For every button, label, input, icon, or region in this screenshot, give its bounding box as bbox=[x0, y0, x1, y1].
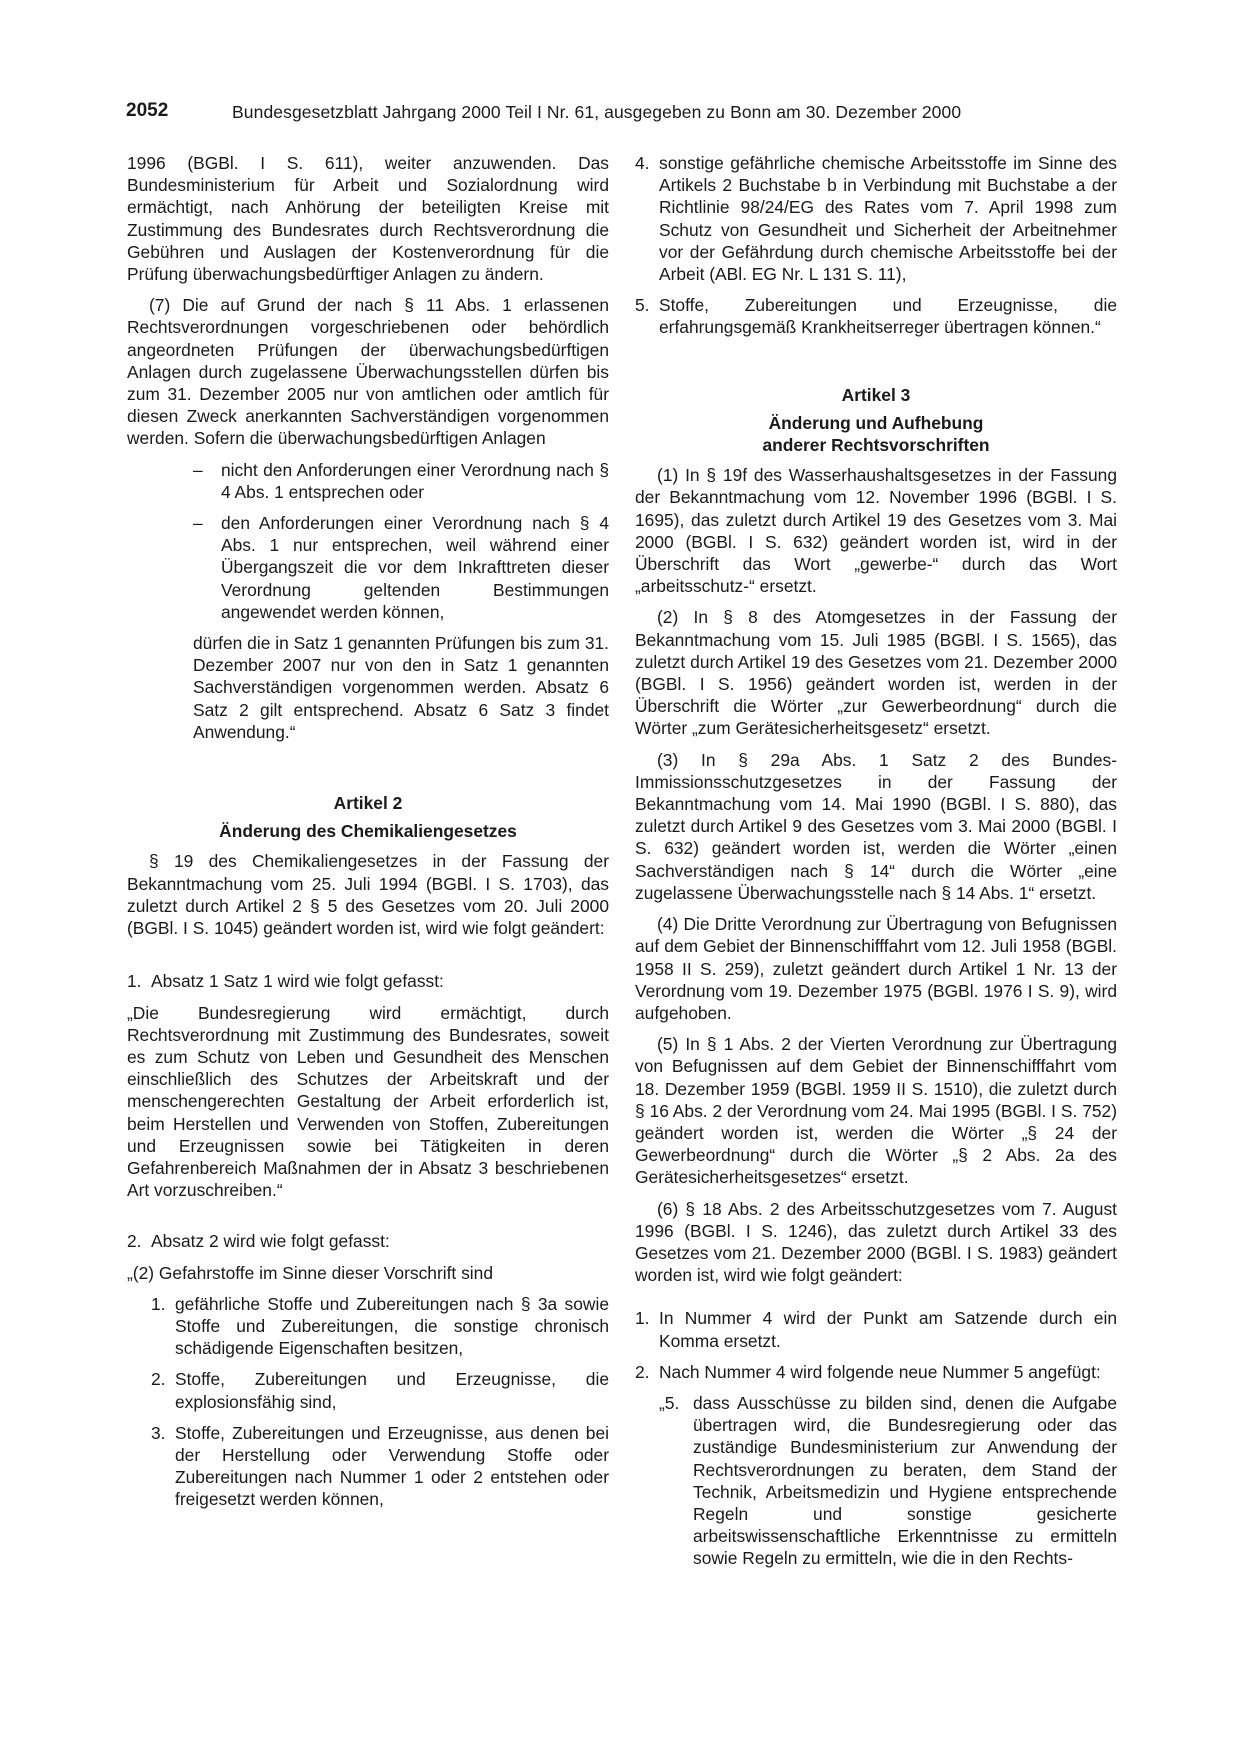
quote-paragraph: „Die Bundesregierung wird ermächtigt, durch Rechtsverordnung mit Zustimmung des Bundesrates, soweit es zum Schutz von Leben und Gesundheit des Menschen einschließlich des Schutzes der Arbeitskraft und der menschengerechten Gestaltung der Arbeit erforderlich ist, beim Herstellen und Verwenden von Stoffen, Zubereitungen und Erzeugnissen sowie bei Tätigkeiten in deren Gefahrenbereich Maßnahmen der in Absatz 3 beschriebenen Art vorzuschreiben.“ bbox=[127, 1002, 609, 1201]
sub-list-item bbox=[635, 152, 1117, 285]
list-marker: 1. bbox=[635, 1308, 650, 1329]
left-column bbox=[127, 152, 609, 1520]
sub-list-item bbox=[635, 294, 1117, 338]
paragraph-5: (5) In § 1 Abs. 2 der Vierten Verordnung zur Übertragung von Befugnissen auf dem Gebiet der Binnenschifffahrt vom 18. Dezember 1959 (BGBl. 1959 II S. 1510), die zuletzt durch § 16 Abs. 2 der Verordnung vom 24. Mai 1995 (BGBl. I S. 752) geändert worden ist, werden die Wörter „§ 24 der Gewerbeordnung“ durch die Wörter „§ 2 Abs. 2a des Gerätesicherheitsgesetzes“ ersetzt. bbox=[635, 1034, 1117, 1188]
sub-list-item bbox=[151, 1293, 609, 1360]
article-2-intro: § 19 des Chemikaliengesetzes in der Fassung der Bekanntmachung vom 25. Juli 1994 (BGBl. I S. 1703), das zuletzt durch Artikel 2 § 5 des Gesetzes vom 20. Juli 2000 (BGBl. I S. 1045) geändert worden ist, wird wie folgt geändert: bbox=[127, 851, 609, 939]
article-3-subtitle-line-1: Änderung und Aufhebung bbox=[768, 412, 984, 433]
dash-marker: – bbox=[193, 459, 203, 480]
list-text: Stoffe, Zubereitungen und Erzeugnisse, die explosionsfähig sind, bbox=[175, 1369, 609, 1412]
list-marker: „5. bbox=[659, 1392, 680, 1413]
list-text: Absatz 2 wird wie folgt gefasst: bbox=[151, 1231, 390, 1252]
dash-item bbox=[193, 459, 609, 503]
list-text: gefährliche Stoffe und Zubereitungen nach § 3a sowie Stoffe und Zubereitungen, die sonstige chronisch schädigende Eigenschaften besitzen, bbox=[175, 1293, 609, 1359]
list-marker: 4. bbox=[635, 153, 650, 173]
dash-text: den Anforderungen einer Verordnung nach § 4 Abs. 1 nur entsprechen, weil während einer Übergangszeit die vor dem Inkrafttreten dieser Verordnung geltenden Bestimmungen angewendet werden können, bbox=[221, 513, 609, 622]
list-item bbox=[635, 1361, 1117, 1383]
sub-list-item bbox=[151, 1422, 609, 1511]
quote-list-item bbox=[659, 1392, 1117, 1570]
article-3-subtitle-line-2: anderer Rechtsvorschriften bbox=[762, 435, 990, 456]
list-marker: 5. bbox=[635, 295, 650, 316]
article-2-title: Artikel 2 bbox=[333, 793, 403, 814]
list-item bbox=[635, 1307, 1117, 1351]
running-title: Bundesgesetzblatt Jahrgang 2000 Teil I Nr. 61, ausgegeben zu Bonn am 30. Dezember 2000 bbox=[232, 102, 962, 122]
quote-paragraph: „(2) Gefahrstoffe im Sinne dieser Vorschrift sind bbox=[127, 1262, 494, 1283]
list-text: sonstige gefährliche chemische Arbeitsstoffe im Sinne des Artikels 2 Buchstabe b in Verbindung mit Buchstabe a der Richtlinie 98/24/EG des Rates vom 7. April 1998 zum Schutz von Gesundheit und Sicherheit der Arbeitnehmer vor der Gefährdung durch chemische Arbeitsstoffe bei der Arbeit (ABl. EG Nr. L 131 S. 11), bbox=[659, 153, 1117, 285]
page-number: 2052 bbox=[126, 100, 169, 121]
paragraph-2: (2) In § 8 des Atomgesetzes in der Fassung der Bekanntmachung vom 15. Juli 1985 (BGBl. I S. 1565), das zuletzt durch Artikel 19 des Gesetzes vom 21. Dezember 2000 (BGBl. I S. 1956) geändert worden ist, werden in der Überschrift die Wörter „zur Gewerbeordnung“ durch die Wörter „zum Gerätesicherheitsgesetz“ ersetzt. bbox=[635, 607, 1117, 739]
list-marker: 2. bbox=[127, 1231, 142, 1252]
right-column bbox=[635, 152, 1117, 1579]
article-3-title: Artikel 3 bbox=[841, 384, 911, 405]
list-text: In Nummer 4 wird der Punkt am Satzende durch ein Komma ersetzt. bbox=[659, 1308, 1117, 1351]
dash-marker: – bbox=[193, 513, 203, 534]
paragraph-4: (4) Die Dritte Verordnung zur Übertragung von Befugnissen auf dem Gebiet der Binnenschifffahrt vom 12. Juli 1958 (BGBl. 1958 II S. 259), zuletzt geändert durch Artikel 1 Nr. 13 der Verordnung vom 19. Dezember 1975 (BGBl. 1976 I S. 9), wird aufgehoben. bbox=[635, 914, 1117, 1023]
list-item bbox=[127, 970, 609, 992]
paragraph-3: (3) In § 29a Abs. 1 Satz 2 des Bundes-Immissionsschutzgesetzes in der Fassung der Bekanntmachung vom 14. Mai 1990 (BGBl. I S. 880), das zuletzt durch Artikel 9 des Gesetzes vom 3. Mai 2000 (BGBl. I S. 632) geändert worden ist, werden die Wörter „einen Sachverständigen nach § 14“ durch die Wörter „eine zugelassene Überwachungsstelle nach § 14 Abs. 1“ ersetzt. bbox=[635, 749, 1117, 903]
paragraph-1: (1) In § 19f des Wasserhaushaltsgesetzes in der Fassung der Bekanntmachung vom 12. November 1996 (BGBl. I S. 1695), das zuletzt durch Artikel 19 des Gesetzes vom 3. Mai 2000 (BGBl. I S. 632) geändert worden ist, wird in der Überschrift das Wort „gewerbe-“ durch das Wort „arbeitsschutz-“ ersetzt. bbox=[635, 465, 1117, 597]
list-text: Nach Nummer 4 wird folgende neue Nummer 5 angefügt: bbox=[659, 1361, 1101, 1382]
list-marker: 1. bbox=[151, 1293, 166, 1314]
list-text: Absatz 1 Satz 1 wird wie folgt gefasst: bbox=[151, 971, 444, 992]
paragraph-7: (7) Die auf Grund der nach § 11 Abs. 1 erlassenen Rechtsverordnungen vorgeschriebenen oder behördlich angeordneten Prüfungen der überwachungsbedürftigen Anlagen durch zugelassene Überwachungsstellen dürfen bis zum 31. Dezember 2005 nur von amtlichen oder amtlich für diesen Zweck anerkannten Sachverständigen vorgenommen werden. Sofern die überwachungsbedürftigen Anlagen bbox=[127, 295, 609, 449]
dash-item bbox=[193, 512, 609, 623]
dash-text: nicht den Anforderungen einer Verordnung nach § 4 Abs. 1 entsprechen oder bbox=[221, 459, 609, 502]
article-2-subtitle: Änderung des Chemikaliengesetzes bbox=[219, 821, 517, 842]
list-text: Stoffe, Zubereitungen und Erzeugnisse, aus denen bei der Herstellung oder Verwendung Stoffe oder Zubereitungen nach Nummer 1 oder 2 entstehen oder freigesetzt werden können, bbox=[175, 1422, 609, 1510]
paragraph: 1996 (BGBl. I S. 611), weiter anzuwenden. Das Bundesministerium für Arbeit und Sozialordnung wird ermächtigt, nach Anhörung der beteiligten Kreise mit Zustimmung des Bundesrates durch Rechtsverordnung die Gebühren und Auslagen der Kostenverordnung für die Prüfung überwachungsbedürftiger Anlagen zu ändern. bbox=[127, 153, 609, 285]
list-item bbox=[127, 1230, 609, 1252]
sub-list-item bbox=[151, 1368, 609, 1412]
list-marker: 2. bbox=[151, 1369, 166, 1390]
list-marker: 3. bbox=[151, 1422, 166, 1443]
paragraph: dürfen die in Satz 1 genannten Prüfungen bis zum 31. Dezember 2007 nur von den in Satz 1 genannten Sachverständigen vorgenommen werden. Absatz 6 Satz 2 gilt entsprechend. Absatz 6 Satz 3 findet Anwendung.“ bbox=[193, 633, 609, 742]
paragraph-6: (6) § 18 Abs. 2 des Arbeitsschutzgesetzes vom 7. August 1996 (BGBl. I S. 1246), das zuletzt durch Artikel 33 des Gesetzes vom 21. Dezember 2000 (BGBl. I S. 1983) geändert worden ist, wird wie folgt geändert: bbox=[635, 1198, 1117, 1286]
list-text: dass Ausschüsse zu bilden sind, denen die Aufgabe übertragen wird, die Bundesregierung oder das zuständige Bundesministerium zur Anwendung der Rechtsverordnungen zu beraten, dem Stand der Technik, Arbeitsmedizin und Hygiene entsprechende Regeln und sonstige gesicherte arbeitswissenschaftliche Erkenntnisse zu ermitteln sowie Regeln zu ermitteln, wie die in den Rechts- bbox=[693, 1392, 1117, 1569]
list-marker: 2. bbox=[635, 1361, 650, 1382]
list-marker: 1. bbox=[127, 971, 142, 992]
list-text: Stoffe, Zubereitungen und Erzeugnisse, die erfahrungsgemäß Krankheitserreger übertragen können.“ bbox=[659, 295, 1117, 338]
